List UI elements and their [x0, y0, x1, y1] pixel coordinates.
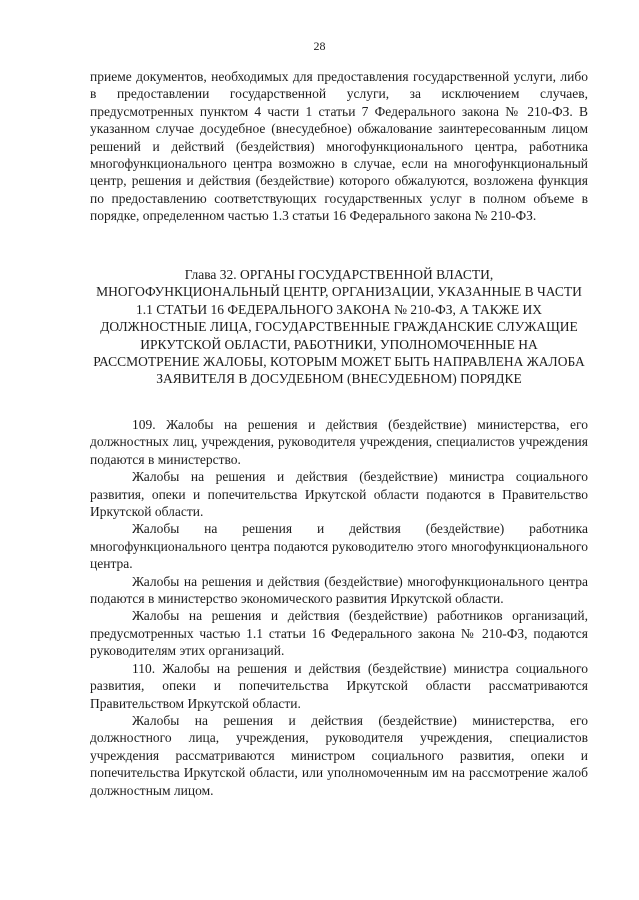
paragraph-mfc-complaints: Жалобы на решения и действия (бездействие) многофункционального центра подаются в министерство экономического развития Иркутской области.: [90, 573, 588, 607]
chapter-heading: Глава 32. ОРГАНЫ ГОСУДАРСТВЕННОЙ ВЛАСТИ, МНОГОФУНКЦИОНАЛЬНЫЙ ЦЕНТР, ОРГАНИЗАЦИИ, УКАЗАННЫЕ В ЧАСТИ 1.1 СТАТЬИ 16 ФЕДЕРАЛЬНОГО ЗАКОНА № 210-ФЗ, А ТАКЖЕ ИХ ДОЛЖНОСТНЫЕ ЛИЦА, ГОСУДАРСТВЕННЫЕ ГРАЖДАНСКИЕ СЛУЖАЩИЕ ИРКУТСКОЙ ОБЛАСТИ, РАБОТНИКИ, УПОЛНОМОЧЕННЫЕ НА РАССМОТРЕНИЕ ЖАЛОБЫ, КОТОРЫМ МОЖЕТ БЫТЬ НАПРАВЛЕНА ЖАЛОБА ЗАЯВИТЕЛЯ В ДОСУДЕБНОМ (ВНЕСУДЕБНОМ) ПОРЯДКЕ: [93, 267, 585, 387]
paragraph-ministry-complaints-review: Жалобы на решения и действия (бездействие) министерства, его должностного лица, учреждения, руководителя учреждения, специалистов учреждения рассматриваются министром социального развития, опеки и попечительства Иркутской области, или уполномоченным им на рассмотрение жалоб должностным лицом.: [90, 712, 588, 798]
paragraph-109: 109. Жалобы на решения и действия (бездействие) министерства, его должностных лиц, учреждения, руководителя учреждения, специалистов учреждения подаются в министерство.: [90, 417, 588, 467]
paragraph-minister-complaints: Жалобы на решения и действия (бездействие) министра социального развития, опеки и попечительства Иркутской области подаются в Правительство Иркутской области.: [90, 469, 588, 520]
page-number: 28: [313, 39, 326, 53]
paragraph-110: 110. Жалобы на решения и действия (бездействие) министра социального развития, опеки и попечительства Иркутской области рассматриваются Правительством Иркутской области.: [90, 660, 588, 711]
intro-section: [90, 68, 588, 225]
paragraph-organization-complaints: Жалобы на решения и действия (бездействие) работников организаций, предусмотренных частью 1.1 статьи 16 Федерального закона № 210-ФЗ, подаются руководителям этих организаций.: [90, 608, 588, 659]
paragraph-mfc-worker-complaints: Жалобы на решения и действия (бездействие) работника многофункционального центра подаются руководителю этого многофункционального центра.: [90, 521, 588, 572]
intro-paragraph: приеме документов, необходимых для предоставления государственной услуги, либо в предоставлении государственной услуги, за исключением случаев, предусмотренных пунктом 4 части 1 статьи 7 Федерального закона № 210-ФЗ. В указанном случае досудебное (внесудебное) обжалование заинтересованным лицом решений и действий (бездействия) многофункционального центра, работника многофункционального центра возможно в случае, если на многофункциональный центр, решения и действия (бездействие) которого обжалуются, возложена функция по предоставлению соответствующих государственных услуг в полном объеме в порядке, определенном частью 1.3 статьи 16 Федерального закона № 210-ФЗ.: [90, 69, 588, 224]
complaints-section: [90, 416, 588, 799]
